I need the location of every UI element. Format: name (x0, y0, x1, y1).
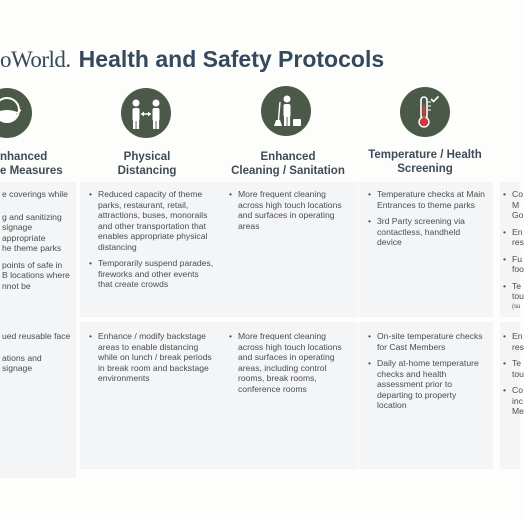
list-item: Me (512, 406, 524, 416)
list-item: • Fu (502, 254, 518, 265)
list-item: foo (512, 264, 524, 274)
list-item: • En (502, 227, 518, 238)
list-item: inc (512, 395, 523, 406)
face-mask-icon (0, 88, 32, 138)
list-item: • Temporarily suspend parades, fireworks and other events that create crowds (88, 258, 214, 290)
heading-line: nhanced (0, 151, 48, 163)
list-item: • Daily at-home temperature checks and health assessment prior to departing to property location (367, 358, 487, 411)
heading-line: Distancing (117, 165, 177, 177)
list-item: • More frequent cleaning across high touch locations and surfaces in operating areas, including control rooms, break rooms, conference rooms (228, 331, 352, 394)
heading-enhanced-cleaning (218, 150, 358, 178)
list-item: signage (2, 222, 33, 232)
list-item: B locations where (2, 270, 70, 280)
list-item: points of safe in (2, 259, 63, 270)
heading-line: e Measures (0, 165, 63, 177)
list-item: • Enhance / modify backstage areas to enable distancing while on lunch / break periods in break room and backstage environments (88, 331, 214, 384)
list-item: he theme parks (2, 243, 62, 253)
heading-line: Screening (397, 163, 453, 175)
list-item: • Te (502, 281, 518, 292)
list-item: ations and signage (2, 352, 42, 373)
heading-line: Cleaning / Sanitation (231, 165, 345, 177)
heading-enhanced-measures (0, 150, 90, 178)
thermometer-check-icon (400, 87, 450, 137)
guests-cell-physical-distancing (80, 182, 220, 317)
list-item: appropriate (2, 232, 46, 243)
list-item: • Co (502, 189, 518, 200)
brand-logo-text: oWorld. (0, 47, 71, 72)
cleaning-icon (261, 86, 311, 136)
list-item: • Reduced capacity of theme parks, restaurant, retail, attractions, buses, monorails and other transportation that enables appropriate physical distancing (88, 189, 214, 252)
list-item: res (512, 341, 524, 352)
list-item: ued reusable face (2, 331, 71, 341)
guests-cell-cleaning (220, 182, 358, 317)
list-item: • Co (502, 385, 518, 396)
guests-cell-face-coverings (0, 182, 76, 324)
list-item: Go (512, 210, 524, 220)
list-item: • Temperature checks at Main Entrances to theme parks (367, 189, 487, 210)
list-item: (su (512, 303, 521, 310)
list-item: • On-site temperature checks for Cast Members (367, 331, 487, 352)
cast-cell-partial (500, 322, 524, 469)
cast-cell-face-coverings (0, 322, 76, 478)
list-item: nnot be (2, 280, 31, 291)
list-item: • 3rd Party screening via contactless, handheld device (367, 216, 487, 248)
list-item: tou (512, 368, 524, 379)
list-item: M (512, 199, 520, 210)
physical-distancing-icon (121, 88, 171, 138)
heading-line: Enhanced (260, 151, 316, 163)
cast-cell-cleaning (220, 322, 358, 469)
heading-line: Temperature / Health (368, 149, 482, 161)
heading-line: Physical (123, 151, 171, 163)
heading-temperature-screening (360, 148, 490, 176)
title-text: Health and Safety Protocols (78, 46, 385, 72)
list-item: • Te (502, 358, 518, 369)
list-item: • En (502, 331, 518, 342)
cast-cell-physical-distancing (80, 322, 220, 469)
list-item: e coverings while (2, 189, 68, 199)
list-item: • More frequent cleaning across high touch locations and surfaces in operating areas (228, 189, 352, 231)
list-item: g and sanitizing (2, 211, 62, 222)
heading-physical-distancing (92, 150, 202, 178)
list-item: tou (512, 291, 524, 301)
guests-cell-partial (500, 182, 524, 317)
list-item: res (512, 237, 524, 247)
page-title (0, 46, 520, 73)
cast-cell-temperature (359, 322, 493, 469)
guests-cell-temperature (359, 182, 493, 317)
